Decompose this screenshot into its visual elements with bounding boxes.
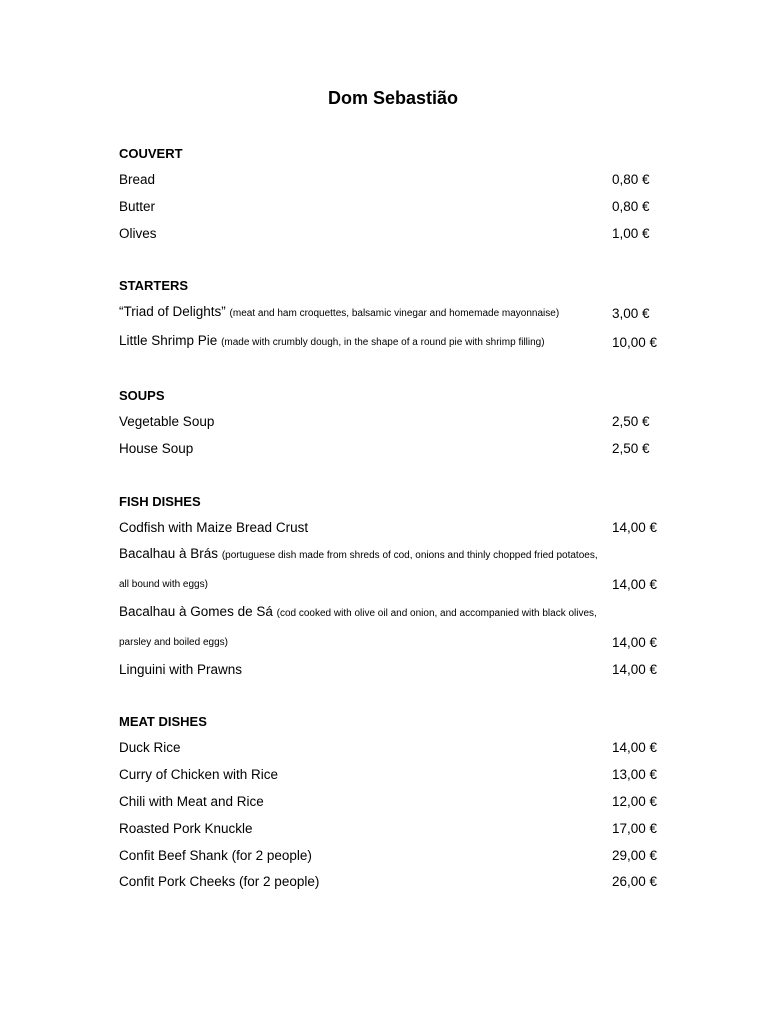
item-price: 14,00 € <box>612 740 658 756</box>
menu-item <box>119 409 679 436</box>
menu-item <box>119 515 679 542</box>
item-name: Vegetable Soup <box>119 413 215 429</box>
item-price: 12,00 € <box>612 793 658 809</box>
item-description: (cod cooked with olive oil and onion, and accompanied with black olives, parsley and boiled eggs) <box>119 607 597 648</box>
item-name: Codfish with Maize Bread Crust <box>119 519 309 535</box>
section-heading: FISH DISHES <box>119 493 201 509</box>
menu-body <box>119 141 679 922</box>
item-name: Duck Rice <box>119 740 181 756</box>
item-name: Bacalhau à Brás <box>119 546 219 562</box>
item-name: Linguini with Prawns <box>119 661 243 677</box>
item-price: 0,80 € <box>612 172 650 187</box>
section-heading: MEAT DISHES <box>119 714 207 730</box>
section-heading: SOUPS <box>119 387 165 403</box>
item-name: Roasted Pork Knuckle <box>119 820 253 836</box>
item-price: 17,00 € <box>612 820 658 836</box>
menu-item <box>119 843 679 870</box>
item-name: Olives <box>119 225 157 241</box>
item-name: Confit Beef Shank (for 2 people) <box>119 847 312 863</box>
section-meat-dishes <box>119 709 679 896</box>
menu-item <box>119 869 679 896</box>
menu-item <box>119 657 679 684</box>
item-price: 2,50 € <box>612 440 650 456</box>
item-price: 14,00 € <box>612 577 658 593</box>
item-price: 3,00 € <box>612 306 650 322</box>
menu-item <box>119 221 679 248</box>
item-price: 2,50 € <box>612 413 650 429</box>
item-price: 0,80 € <box>612 198 650 214</box>
item-name: Butter <box>119 198 156 214</box>
menu-item <box>119 735 679 762</box>
item-price: 14,00 € <box>612 661 658 677</box>
menu-item <box>119 816 679 843</box>
section-starters <box>119 273 679 357</box>
menu-item <box>119 194 679 221</box>
item-price: 10,00 € <box>612 335 658 351</box>
item-name: Little Shrimp Pie <box>119 333 218 349</box>
menu-item <box>119 167 679 194</box>
item-price: 14,00 € <box>612 519 658 535</box>
item-name: House Soup <box>119 440 194 456</box>
menu-item <box>119 599 679 657</box>
item-price: 26,00 € <box>612 874 658 890</box>
menu-item <box>119 328 679 357</box>
item-name: Confit Pork Cheeks (for 2 people) <box>119 874 320 890</box>
section-heading: STARTERS <box>119 278 189 294</box>
item-description: (meat and ham croquettes, balsamic vinegar and homemade mayonnaise) <box>229 308 560 320</box>
menu-item <box>119 299 679 328</box>
section-heading: COUVERT <box>119 146 183 161</box>
menu-item <box>119 762 679 789</box>
item-name: “Triad of Delights” <box>119 304 226 320</box>
item-name: Bread <box>119 172 156 187</box>
item-description: (portuguese dish made from shreds of cod, onions and thinly chopped fried potatoes, all bound with eggs) <box>119 550 598 591</box>
menu-item <box>119 436 679 463</box>
section-couvert <box>119 141 679 247</box>
menu-title: Dom Sebastião <box>327 88 459 108</box>
menu-item <box>119 541 679 599</box>
item-description: (made with crumbly dough, in the shape of a round pie with shrimp filling) <box>221 337 545 349</box>
item-price: 14,00 € <box>612 634 658 650</box>
item-price: 13,00 € <box>612 767 658 783</box>
item-name: Chili with Meat and Rice <box>119 793 264 809</box>
section-soups <box>119 383 679 463</box>
item-name: Curry of Chicken with Rice <box>119 767 279 783</box>
item-price: 1,00 € <box>612 225 650 241</box>
item-name: Bacalhau à Gomes de Sá <box>119 603 273 619</box>
section-fish-dishes <box>119 489 679 684</box>
item-price: 29,00 € <box>612 847 658 863</box>
menu-item <box>119 789 679 816</box>
